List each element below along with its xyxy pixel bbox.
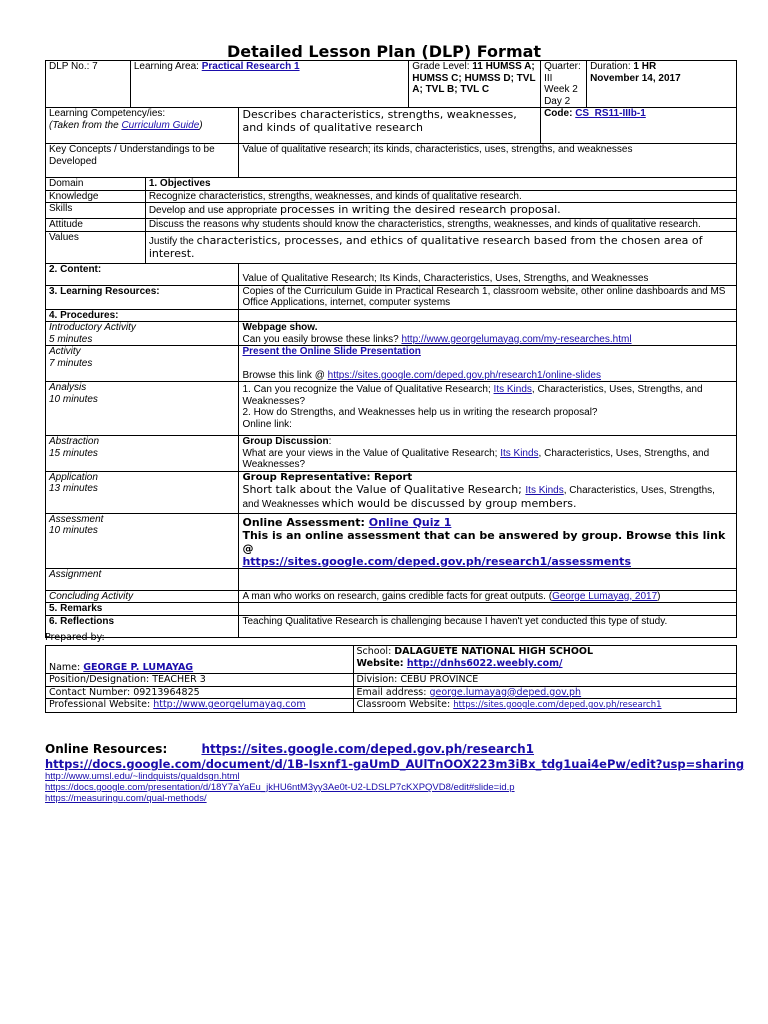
knowledge-text: Recognize characteristics, strengths, weaknesses, and kinds of qualitative research.: [145, 190, 736, 203]
reflections-label: 6. Reflections: [46, 615, 239, 637]
reflections-text: Teaching Qualitative Research is challenging because I haven't yet conducted this type of study.: [239, 615, 737, 637]
learning-area: Learning Area: Practical Research 1: [130, 61, 408, 108]
online-slides-link[interactable]: https://sites.google.com/deped.gov.ph/research1/online-slides: [327, 369, 601, 381]
author-link[interactable]: GEORGE P. LUMAYAG: [83, 661, 194, 673]
resources-label: 3. Learning Resources:: [46, 285, 239, 309]
attitude-text: Discuss the reasons why students should know the characteristics, strengths, weaknesses, and kinds of qualitative research.: [145, 219, 736, 232]
division-cell: Division: CEBU PROVINCE: [353, 674, 736, 687]
its-kinds-link[interactable]: Its Kinds: [500, 447, 539, 459]
abstraction-label: Abstraction 15 minutes: [46, 436, 239, 472]
slide-presentation-link[interactable]: Present the Online Slide Presentation: [242, 346, 421, 357]
professional-website-link[interactable]: http://www.georgelumayag.com: [153, 699, 306, 710]
competency-label: Learning Competency/ies: (Taken from the Curriculum Guide): [46, 108, 239, 144]
objectives-heading: 1. Objectives: [145, 178, 736, 191]
its-kinds-link[interactable]: Its Kinds: [493, 384, 532, 395]
skills-label: Skills: [46, 203, 146, 219]
assignment-label: Assignment: [46, 568, 239, 590]
activity-label: Activity 7 minutes: [46, 346, 239, 382]
curriculum-guide-link[interactable]: Curriculum Guide: [121, 119, 200, 131]
name-cell: Name: GEORGE P. LUMAYAG: [46, 646, 354, 674]
analysis-text: 1. Can you recognize the Value of Qualitative Research; Its Kinds, Characteristics, Uses, Strengths, and Weaknesses? 2. How do Strengths, and Weaknesses help us in writing the research proposal? Online link:: [239, 382, 737, 436]
attitude-label: Attitude: [46, 219, 146, 232]
online-resources-label: Online Resources:: [45, 742, 168, 756]
content-label: 2. Content:: [46, 263, 239, 285]
assessment-text: Online Assessment: Online Quiz 1 This is an online assessment that can be answered by group. Browse this link @ https://sites.google.com/deped.gov.ph/research1/assessments: [239, 513, 737, 568]
resource-link[interactable]: https://docs.google.com/document/d/1B-Isxnf1-gaUmD_AUlTnOOX223m3iBx_tdg1uai4ePw/edit?usp=sharing: [45, 757, 745, 771]
school-cell: School: DALAGUETE NATIONAL HIGH SCHOOL Website: http://dnhs6022.weebly.com/: [353, 646, 736, 674]
online-resources: [45, 741, 745, 804]
assessment-label: Assessment 10 minutes: [46, 513, 239, 568]
assessments-link[interactable]: https://sites.google.com/deped.gov.ph/research1/assessments: [242, 554, 631, 568]
its-kinds-link[interactable]: Its Kinds: [525, 485, 564, 496]
analysis-label: Analysis 10 minutes: [46, 382, 239, 436]
content-text: Value of Qualitative Research; Its Kinds, Characteristics, Uses, Strengths, and Weaknesses: [239, 263, 737, 285]
grade-level: Grade Level: 11 HUMSS A; HUMSS C; HUMSS D; TVL A; TVL B; TVL C: [409, 61, 541, 108]
concluding-text: A man who works on research, gains credible facts for great outputs. (George Lumayag, 2017): [239, 590, 737, 603]
contact-cell: Contact Number: 09213964825: [46, 686, 354, 699]
dlp-number: DLP No.: 7: [46, 61, 131, 108]
activity-text: Present the Online Slide Presentation Browse this link @ https://sites.google.com/deped.gov.ph/research1/online-slides: [239, 346, 737, 382]
application-text: Group Representative: Report Short talk about the Value of Qualitative Research; Its Kinds, Characteristics, Uses, Strengths, and Weaknesses which would be discussed by group members.: [239, 471, 737, 513]
key-concepts-label: Key Concepts / Understandings to be Developed: [46, 144, 239, 178]
values-text: Justify the characteristics, processes, and ethics of qualitative research based from the chosen area of interest.: [145, 231, 736, 263]
domain-label: Domain: [46, 178, 146, 191]
competency-text: Describes characteristics, strengths, weaknesses, and kinds of qualitative research: [239, 108, 541, 144]
classroom-website-link[interactable]: https://sites.google.com/deped.gov.ph/research1: [453, 700, 662, 710]
resource-link[interactable]: https://measuringu.com/qual-methods/: [45, 793, 207, 804]
document-title: Detailed Lesson Plan (DLP) Format: [226, 42, 542, 61]
online-quiz-link[interactable]: Online Quiz 1: [368, 515, 452, 529]
email-cell: Email address: george.lumayag@deped.gov.ph: [353, 686, 736, 699]
competency-code: Code: CS_RS11-IIIb-1: [541, 108, 737, 144]
procedures-label: 4. Procedures:: [46, 309, 239, 322]
intro-label: Introductory Activity 5 minutes: [46, 322, 239, 346]
concluding-label: Concluding Activity: [46, 590, 239, 603]
classroom-cell: Classroom Website: https://sites.google.com/deped.gov.ph/research1: [353, 699, 736, 713]
position-cell: Position/Designation: TEACHER 3: [46, 674, 354, 687]
application-label: Application 13 minutes: [46, 471, 239, 513]
prepared-by-label: Prepared by:: [45, 632, 105, 643]
intro-text: Webpage show. Can you easily browse these links? http://www.georgelumayag.com/my-researches.html: [239, 322, 737, 346]
resource-link[interactable]: https://docs.google.com/presentation/d/18Y7aYaEu_jkHU6ntM3yy3Ae0t-U2-LDSLP7cKXPQVD8/edit#slide=id.p: [45, 782, 515, 793]
abstraction-text: Group Discussion: What are your views in the Value of Qualitative Research; Its Kinds, Characteristics, Uses, Strengths, and Weaknesses?: [239, 436, 737, 472]
quarter-week-day: Quarter: III Week 2 Day 2: [541, 61, 587, 108]
website-cell: Professional Website: http://www.georgelumayag.com: [46, 699, 354, 713]
remarks-label: 5. Remarks: [46, 603, 239, 616]
prepared-by-table: [45, 645, 737, 713]
skills-text: Develop and use appropriate processes in writing the desired research proposal.: [145, 203, 736, 219]
resources-text: Copies of the Curriculum Guide in Practical Research 1, classroom website, other online dashboards and MS Office Applications, internet, computer systems: [239, 285, 737, 309]
my-researches-link[interactable]: http://www.georgelumayag.com/my-researches.html: [401, 333, 632, 345]
key-concepts-text: Value of qualitative research; its kinds, characteristics, uses, strengths, and weaknesses: [239, 144, 737, 178]
resource-link[interactable]: http://www.umsl.edu/~lindquists/qualdsgn.html: [45, 771, 240, 782]
code-link[interactable]: CS_RS11-IIIb-1: [575, 108, 646, 119]
resource-link[interactable]: https://sites.google.com/deped.gov.ph/research1: [201, 742, 535, 756]
email-link[interactable]: george.lumayag@deped.gov.ph: [429, 686, 582, 698]
citation-link[interactable]: George Lumayag, 2017: [552, 590, 658, 602]
learning-area-link[interactable]: Practical Research 1: [201, 61, 300, 72]
values-label: Values: [46, 231, 146, 263]
school-website-link[interactable]: http://dnhs6022.weebly.com/: [406, 657, 563, 669]
knowledge-label: Knowledge: [46, 190, 146, 203]
lesson-plan-table: [45, 60, 737, 638]
duration: Duration: 1 HR November 14, 2017: [587, 61, 737, 108]
